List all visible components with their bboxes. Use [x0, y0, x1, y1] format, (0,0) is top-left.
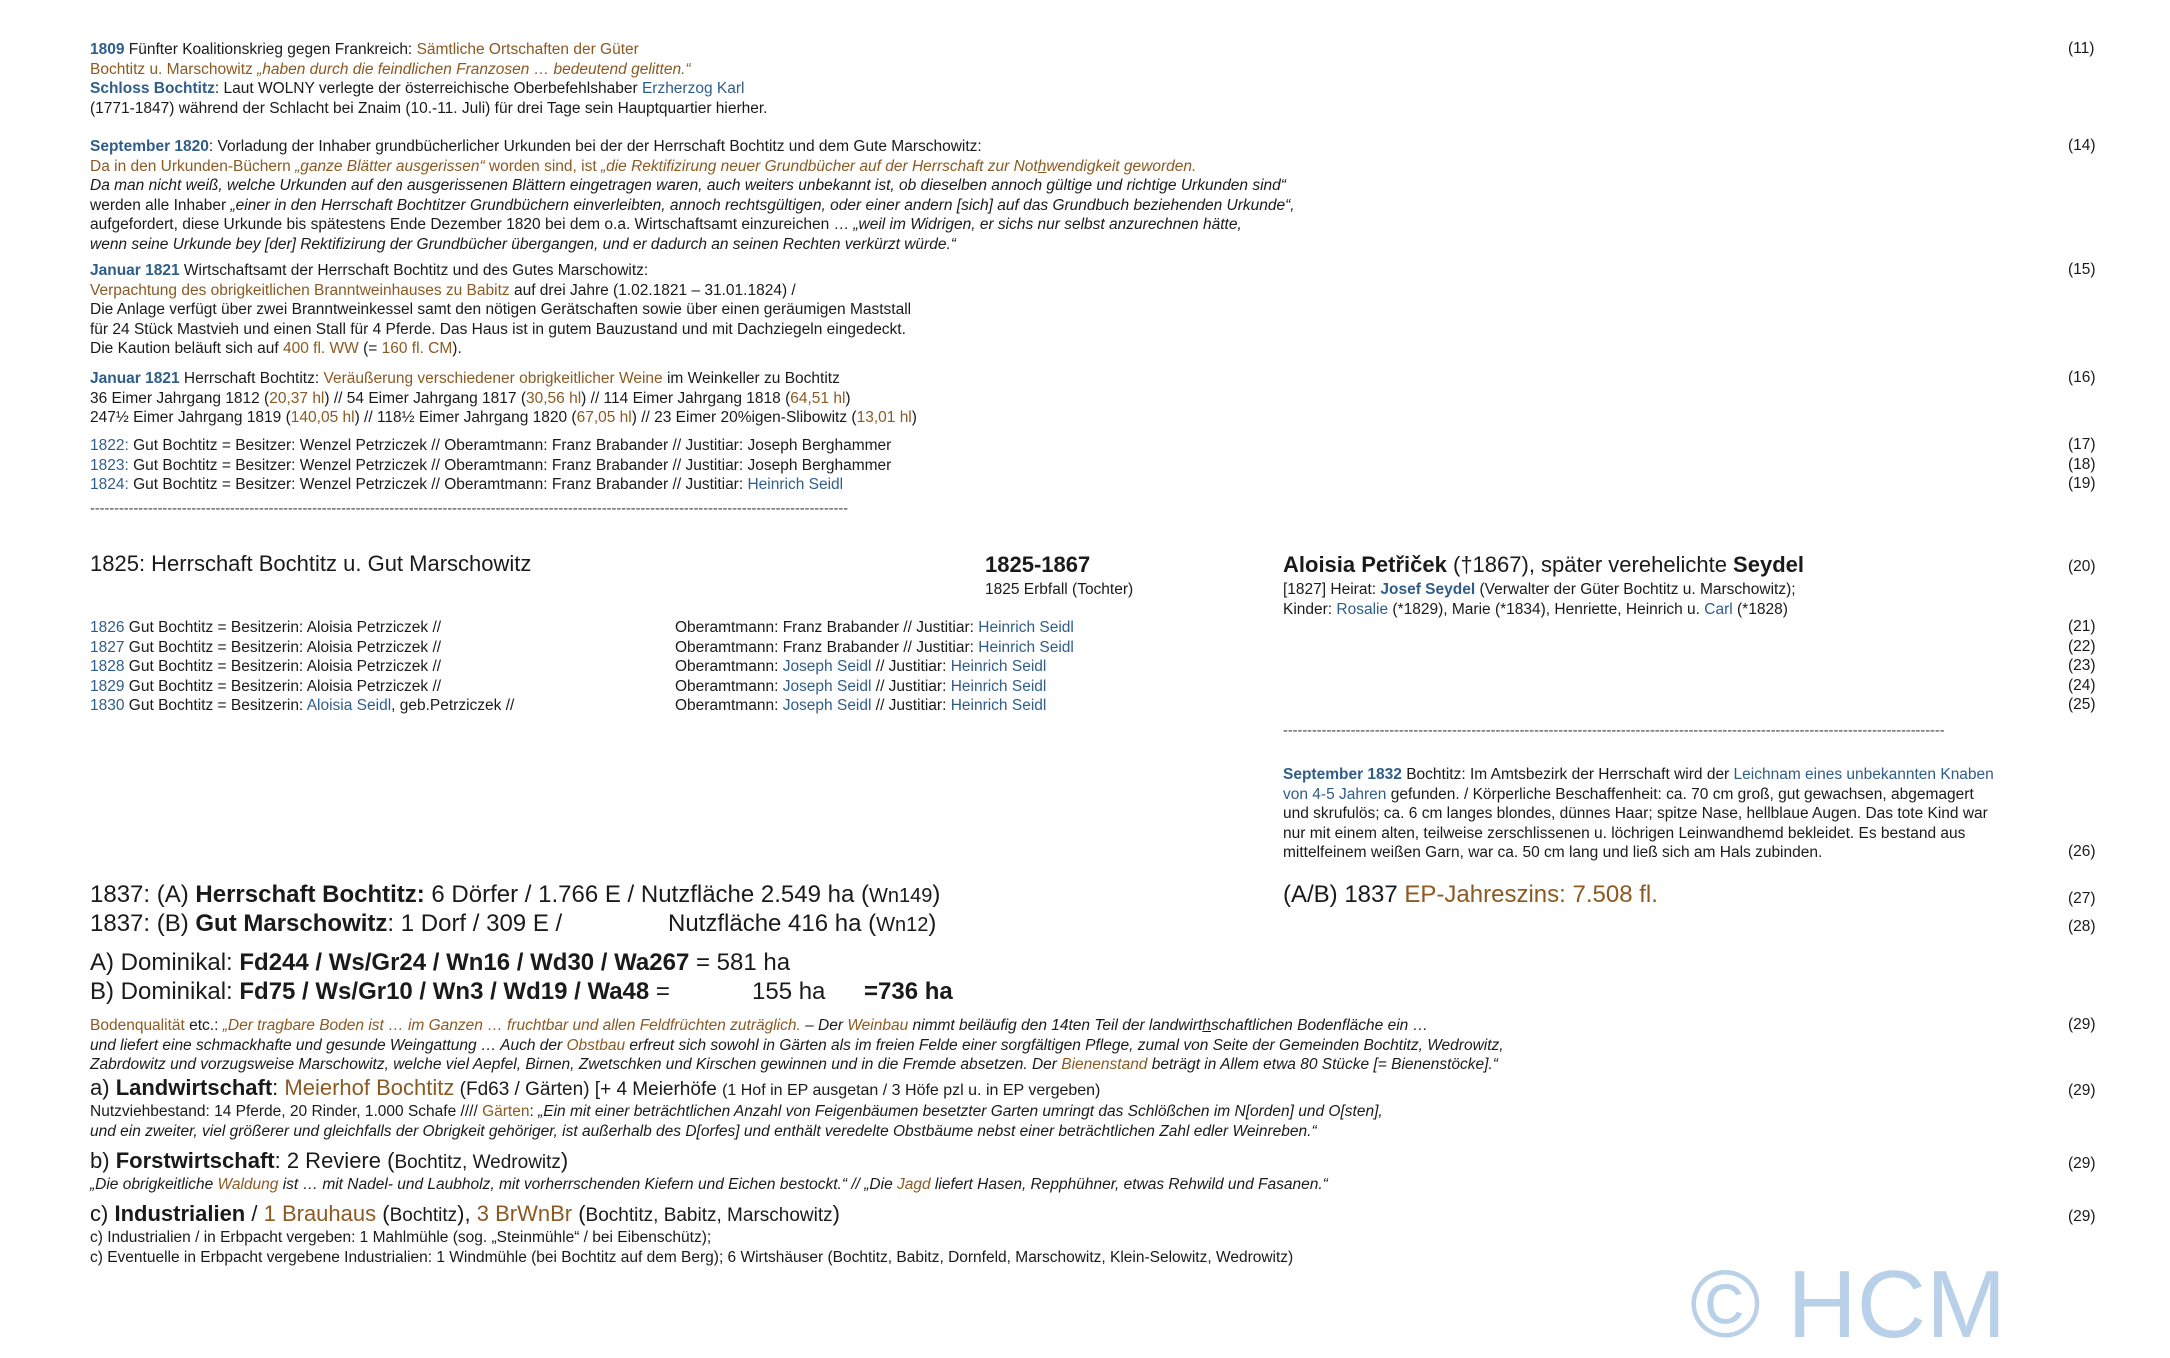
footnote-21: (21): [2068, 618, 2096, 635]
dominikal-a: A) Dominikal: Fd244 / Ws/Gr24 / Wn16 / Wd30 / Wa267 = 581 ha: [90, 949, 791, 976]
entry-1821-weine: Januar 1821 Herrschaft Bochtitz: Veräußerung verschiedener obrigkeitlicher Weine im Weinkeller zu Bochtitz 36 Eimer Jahrgang 1812 (20,37 hl) // 54 Eimer Jahrgang 1817 (30,56 hl) // 114 Eimer Jahrgang 1818 (64,51 hl) 247½ Eimer Jahrgang 1819 (140,05 hl) // 118½ Eimer Jahrgang 1820 (67,05 hl) // 23 Eimer 20%igen-Slibowitz (13,01 hl): [90, 370, 917, 426]
footnote-17: (17): [2068, 436, 2096, 453]
dominikal-b-ha: 155 ha: [752, 978, 826, 1005]
year-row: 1827 Gut Bochtitz = Besitzerin: Aloisia Petrziczek // Oberamtmann: Franz Brabander // Justitiar: Heinrich Seidl: [90, 638, 1074, 656]
year-row: 1829 Gut Bochtitz = Besitzerin: Aloisia Petrziczek // Oberamtmann: Joseph Seidl // Justitiar: Heinrich Seidl: [90, 677, 1047, 695]
heading-1825: 1825: Herrschaft Bochtitz u. Gut Marschowitz: [90, 551, 532, 576]
footnote-15: (15): [2068, 261, 2096, 278]
heirat-line: [1827] Heirat: Josef Seydel (Verwalter der Güter Bochtitz u. Marschowitz);: [1283, 581, 1796, 598]
ep-jahreszins: (A/B) 1837 EP-Jahreszins: 7.508 fl.: [1283, 881, 1658, 908]
landwirtschaft-heading: a) Landwirtschaft: Meierhof Bochtitz (Fd63 / Gärten) [+ 4 Meierhöfe (1 Hof in EP ausgetan / 3 Höfe pzl u. in EP vergeben): [90, 1075, 1101, 1100]
bodenqualitaet: Bodenqualität etc.: „Der tragbare Boden ist … im Ganzen … fruchtbar und allen Feldfrüchten zuträglich. – Der Weinbau nimmt beiläufig den 14ten Teil der landwirthschaftlichen Bodenfläche ein … und liefert eine schmackhafte und gesunde Weingattung … Auch der Obstbau erfreut sich sowohl in Gärten als im freien Felde einer sorgfältigen Pflege, zumal von Seite der Gemeinden Bochtitz, Wedrowitz, Zabrdowitz und vorzugsweise Marschowitz, welche viel Aepfel, Birnen, Zwetschken und Kirschen gewinnen und in die Fremde absetzen. Der Bienenstand beträgt in Allem etwa 80 Stücke [= Bienenstöcke].“: [90, 1017, 1504, 1073]
dominikal-total: =736 ha: [864, 978, 953, 1005]
footnote-14: (14): [2068, 137, 2096, 154]
industrialien-heading: c) Industrialien / 1 Brauhaus (Bochtitz), 3 BrWnBr (Bochtitz, Babitz, Marschowitz): [90, 1201, 840, 1226]
erbfall-note: 1825 Erbfall (Tochter): [985, 581, 1134, 598]
years-1826-1830: [90, 618, 1090, 716]
footnote-29b: (29): [2068, 1082, 2096, 1099]
footnote-18: (18): [2068, 455, 2096, 473]
footnote-20: (20): [2068, 558, 2096, 575]
footnote-29c: (29): [2068, 1155, 2096, 1172]
owner-aloisia: Aloisia Petřiček (†1867), später verehelichte Seydel: [1283, 552, 1804, 577]
year-row: 1823: Gut Bochtitz = Besitzer: Wenzel Petrziczek // Oberamtmann: Franz Brabander // Justitiar: Joseph Berghammer: [90, 456, 892, 474]
year-row: 1822: Gut Bochtitz = Besitzer: Wenzel Petrziczek // Oberamtmann: Franz Brabander // Justitiar: Joseph Berghammer: [90, 437, 892, 454]
footnote-22: (22): [2068, 637, 2096, 655]
separator-1: -------------------------------------------------------------------------------------------------------------------------------------------------------------: [90, 501, 849, 517]
footnote-28: (28): [2068, 918, 2096, 935]
forstwirtschaft-heading: b) Forstwirtschaft: 2 Reviere (Bochtitz, Wedrowitz): [90, 1148, 569, 1173]
entry-1821-branntwein: Januar 1821 Wirtschaftsamt der Herrschaft Bochtitz und des Gutes Marschowitz: Verpachtung des obrigkeitlichen Branntweinhauses zu Babitz auf drei Jahre (1.02.1821 – 31.01.1824) / Die Anlage verfügt über zwei Branntweinkessel samt den nötigen Gerätschaften sowie über einen geräumigen Maststall für 24 Stück Mastvieh und einen Stall für 4 Pferde. Das Haus ist in gutem Bauzustand und mit Dachziegeln eingedeckt. Die Kaution beläuft sich auf 400 fl. WW (= 160 fl. CM).: [90, 262, 912, 357]
footnote-19: (19): [2068, 475, 2096, 492]
separator-2: -----------------------------------------------------------------------------------------------------------------------------------------: [1283, 723, 1945, 739]
kinder-line: Kinder: Rosalie (*1829), Marie (*1834), Henriette, Heinrich u. Carl (*1828): [1283, 600, 1788, 618]
entry-1832: September 1832 Bochtitz: Im Amtsbezirk der Herrschaft wird der Leichnam eines unbekannten Knaben von 4-5 Jahren gefunden. / Körperliche Beschaffenheit: ca. 70 cm groß, gut gewachsen, abgemagert und skrufulös; ca. 6 cm langes blondes, dünnes Haar; spitze Nase, hellblaue Augen. Das tote Kind war nur mit einem alten, teilweise zerschlissenen u. löchrigen Leinwandhemd bekleidet. Es bestand aus mittelfeinem weißen Garn, war ca. 50 cm lang und ließ sich am Hals zubinden.: [1283, 766, 1994, 861]
footnote-25: (25): [2068, 696, 2096, 713]
footnote-23: (23): [2068, 657, 2096, 674]
entry-1820: September 1820: Vorladung der Inhaber grundbücherlicher Urkunden bei der der Herrschaft Bochtitz und dem Gute Marschowitz: Da in den Urkunden-Büchern „ganze Blätter ausgerissen“ worden sind, ist „die Rektifizirung neuer Grundbücher auf der Herrschaft zur Nothwendigkeit geworden. Da man nicht weiß, welche Urkunden auf den ausgerissenen Blättern eingetragen waren, auch weiters unbekannt ist, ob dieselben annoch gültige und richtige Urkunden sind“ werden alle Inhaber „einer in den Herrschaft Bochtitzer Grundbüchern einverleibten, annoch rechtsgültigen, oder einer andern [sich] auf das Grundbuch beziehenden Urkunde“, aufgefordert, diese Urkunde bis spätestens Ende Dezember 1820 bei dem o.a. Wirtschaftsamt einzureichen … „weil im Widrigen, er sichs nur selbst anzurechnen hätte, wenn seine Urkunde bey [der] Rektifizirung der Grundbücher übergangen, und er dadurch an seinen Rechten verkürzt würde.“: [90, 138, 1295, 253]
year-row: 1826 Gut Bochtitz = Besitzerin: Aloisia Petrziczek // Oberamtmann: Franz Brabander // Justitiar: Heinrich Seidl: [90, 619, 1074, 636]
schloss-bochtitz: Schloss Bochtitz: [90, 80, 215, 97]
footnote-24: (24): [2068, 676, 2096, 694]
dominikal-b: B) Dominikal: Fd75 / Ws/Gr10 / Wn3 / Wd19 / Wa48 =: [90, 978, 670, 1005]
year-row: 1830 Gut Bochtitz = Besitzerin: Aloisia Seidl, geb.Petrziczek // Oberamtmann: Joseph Seidl // Justitiar: Heinrich Seidl: [90, 697, 1047, 714]
footnote-29a: (29): [2068, 1016, 2096, 1033]
footnote-16: (16): [2068, 369, 2096, 386]
year-row: 1824: Gut Bochtitz = Besitzer: Wenzel Petrziczek // Oberamtmann: Franz Brabander // Justitiar: Heinrich Seidl: [90, 476, 844, 493]
year-row: 1828 Gut Bochtitz = Besitzerin: Aloisia Petrziczek // Oberamtmann: Joseph Seidl // Justitiar: Heinrich Seidl: [90, 658, 1047, 675]
footnote-29d: (29): [2068, 1208, 2096, 1225]
entry-1809: 1809 Fünfter Koalitionskrieg gegen Frankreich: Sämtliche Ortschaften der Güter Bochtitz u. Marschowitz „haben durch die feindlichen Franzosen … bedeutend gelitten.“ Schloss Bochtitz: Laut WOLNY verlegte der österreichische Oberbefehlshaber Erzherzog Karl (1771-1847) während der Schlacht bei Znaim (10.-11. Juli) für drei Tage sein Hauptquartier hierher.: [90, 41, 768, 117]
footnote-27: (27): [2068, 890, 2096, 907]
date-1809: 1809: [90, 41, 125, 58]
line-1837-b: 1837: (B) Gut Marschowitz: 1 Dorf / 309 E /: [90, 910, 563, 937]
line-1837-a: 1837: (A) Herrschaft Bochtitz: 6 Dörfer / 1.766 E / Nutzfläche 2.549 ha (Wn149): [90, 881, 941, 908]
nutzflaeche-b: Nutzfläche 416 ha (Wn12): [668, 910, 937, 937]
copyright-watermark: © HCM: [1690, 1251, 2007, 1358]
footnote-11: (11): [2068, 40, 2095, 57]
industrialien-text: c) Industrialien / in Erbpacht vergeben: 1 Mahlmühle (sog. „Steinmühle“ / bei Eibenschütz); c) Eventuelle in Erbpacht vergebene Industrialien: 1 Windmühle (bei Bochtitz auf dem Berg); 6 Wirtshäuser (Bochtitz, Babitz, Dornfeld, Marschowitz, Klein-Selowitz, Wedrowitz): [90, 1229, 1294, 1266]
period-1825-1867: 1825-1867: [985, 552, 1091, 577]
footnote-26: (26): [2068, 843, 2096, 860]
forstwirtschaft-text: „Die obrigkeitliche Waldung ist … mit Nadel- und Laubholz, mit vorherrschenden Kiefern und Eichen bestockt.“ // „Die Jagd liefert Hasen, Repphühner, etwas Rehwild und Fasanen.“: [90, 1176, 1328, 1193]
years-1822-1824: [90, 436, 891, 495]
landwirtschaft-text: Nutzviehbestand: 14 Pferde, 20 Rinder, 1.000 Schafe //// Gärten: „Ein mit einer beträchtlichen Anzahl von Feigenbäumen besetzter Garten umringt das Schlößchen im N[orden] und O[sten], und ein zweiter, viel größerer und gleichfalls der Obrigkeit gehöriger, ist außerhalb des D[orfes] und enthält veredelte Obstbäume nebst einer beträchtlichen Zahl edler Weinreben.“: [90, 1103, 1383, 1140]
